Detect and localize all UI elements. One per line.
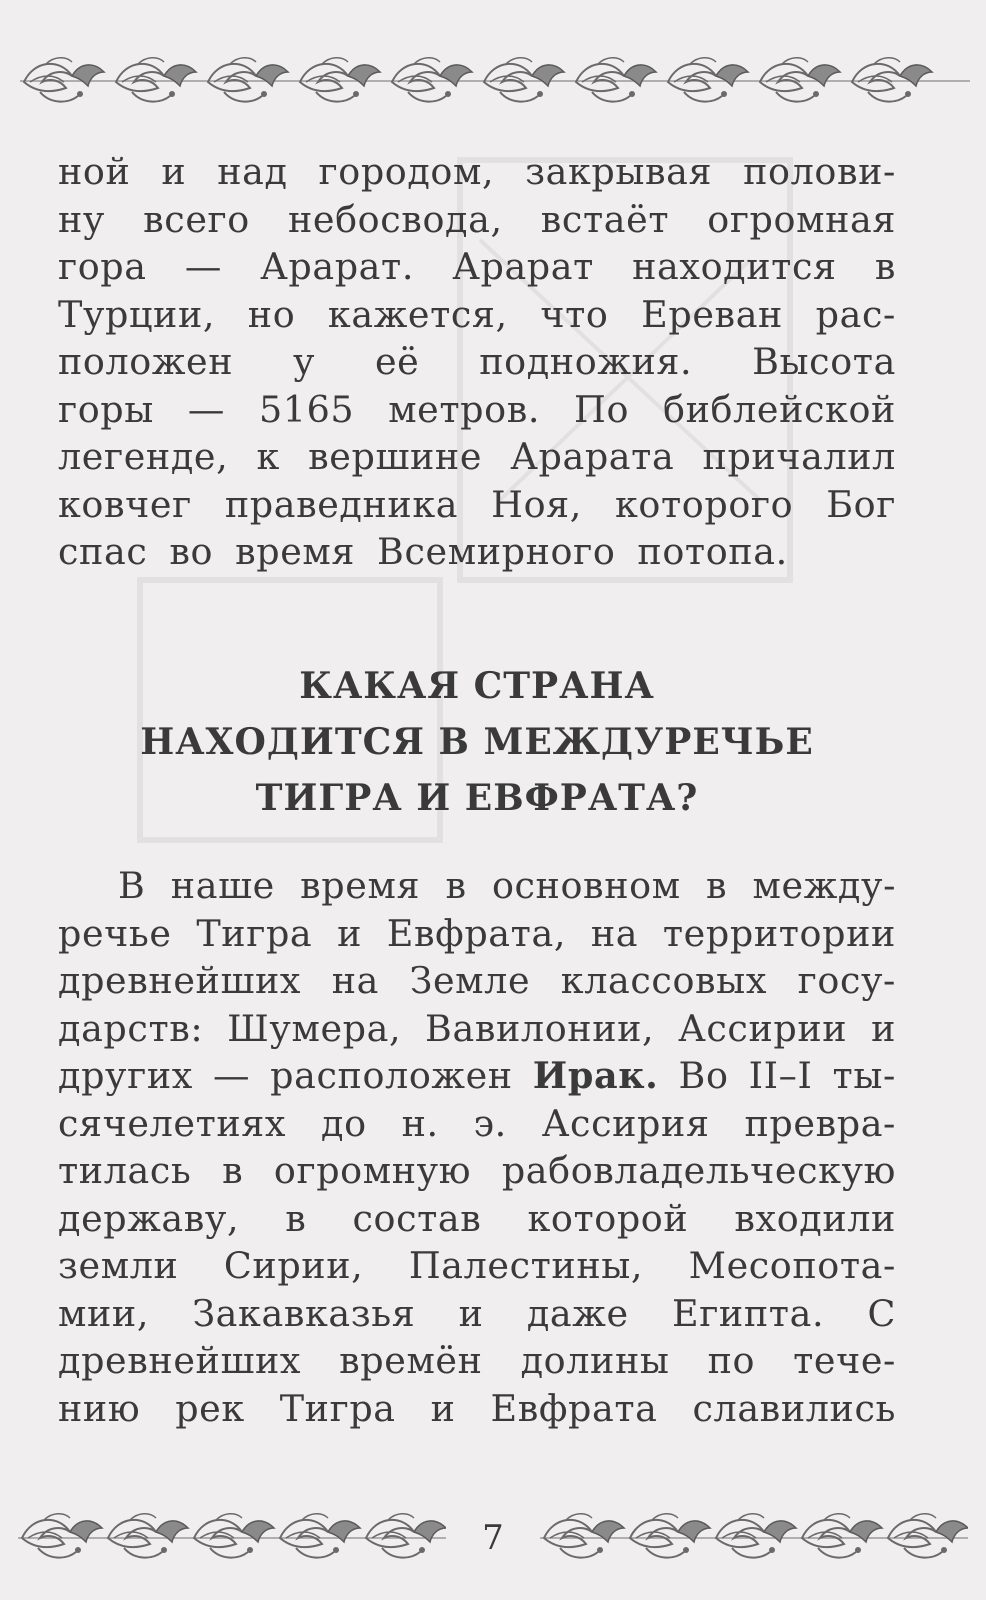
word: положен — [58, 340, 234, 383]
word: древнейших — [58, 1339, 302, 1382]
word: территории — [662, 911, 896, 955]
word: огромную — [273, 1149, 472, 1192]
word: ковчег — [58, 482, 192, 526]
text-line — [58, 957, 896, 1005]
word: в — [285, 1196, 307, 1240]
word: потопа. — [637, 530, 788, 573]
word: Ассирия — [541, 1101, 710, 1145]
word: в — [222, 1149, 244, 1192]
word: тече- — [793, 1339, 896, 1382]
word: к — [256, 435, 280, 478]
word: древнейших — [58, 959, 302, 1002]
word: до — [321, 1101, 367, 1145]
text-line — [58, 291, 896, 339]
text-line — [58, 148, 896, 196]
word: основном — [491, 864, 681, 907]
word: но — [247, 292, 296, 336]
word: дарств: — [58, 1006, 204, 1050]
word: гора — [58, 245, 147, 288]
bold-country-name: Ирак. — [532, 1054, 659, 1097]
bottom-left-leaf-ornament-icon — [18, 1510, 446, 1566]
word: находится — [632, 245, 837, 288]
word: других — [58, 1054, 193, 1097]
word: Всемирного — [377, 530, 616, 573]
word: Турции, — [58, 292, 216, 336]
word: библейской — [663, 387, 896, 431]
word: Палестины, — [408, 1244, 644, 1287]
text-line — [58, 433, 896, 481]
word: причалил — [702, 435, 896, 478]
text-line — [58, 1337, 896, 1385]
word: Ассирии — [678, 1006, 848, 1050]
word: время — [300, 864, 421, 907]
word: и — [871, 1006, 896, 1050]
word: Земле — [409, 959, 531, 1002]
word: её — [374, 340, 420, 383]
word: горы — [58, 387, 154, 431]
word: Евфрата — [490, 1386, 658, 1430]
word: над — [217, 150, 288, 193]
paragraph-ararat — [58, 148, 896, 576]
text-line — [58, 386, 896, 434]
word: долины — [520, 1339, 670, 1382]
word: расположен — [270, 1054, 513, 1097]
text-line — [58, 862, 896, 910]
word: Сирии, — [223, 1244, 364, 1287]
word: Бог — [826, 482, 896, 526]
heading-line: КАКАЯ СТРАНА — [299, 665, 655, 707]
heading-line: ТИГРА И ЕВФРАТА? — [255, 777, 699, 819]
word: и — [161, 150, 187, 193]
text-line — [58, 1195, 896, 1243]
word: вершине — [308, 435, 483, 478]
word: огромная — [707, 197, 896, 241]
word: метров. — [388, 387, 541, 431]
word: 5165 — [258, 387, 355, 431]
text-line — [58, 1290, 896, 1338]
word: на — [590, 911, 639, 955]
word: Арарата — [510, 435, 675, 478]
word: Евфрата, — [386, 911, 567, 955]
word: времён — [339, 1339, 483, 1382]
word: С — [867, 1291, 896, 1335]
word: подножия. — [479, 340, 693, 383]
word: речье — [58, 911, 172, 955]
word: превра- — [744, 1101, 896, 1145]
word: состав — [352, 1196, 482, 1240]
word: встаёт — [540, 197, 670, 241]
word: мии, — [58, 1291, 150, 1335]
word: между- — [752, 864, 896, 907]
text-line — [58, 1147, 896, 1195]
word: Ереван — [641, 292, 783, 336]
word: закрывая — [525, 150, 713, 193]
text-line — [58, 196, 896, 244]
word: праведника — [224, 482, 459, 526]
word: ты- — [832, 1054, 896, 1097]
text-line — [58, 338, 896, 386]
word: даже — [526, 1291, 629, 1335]
word: По — [574, 387, 630, 431]
word: рабовладельческую — [501, 1149, 896, 1192]
paragraph-mesopotamia — [58, 862, 896, 1432]
word: что — [540, 292, 609, 336]
word: госу- — [797, 959, 896, 1002]
word: Арарат — [452, 245, 594, 288]
word: — — [184, 245, 222, 288]
text-line — [58, 1385, 896, 1433]
word: которого — [615, 482, 794, 526]
heading-line: НАХОДИТСЯ В МЕЖДУРЕЧЬЕ — [140, 721, 814, 763]
word: Закавказья — [192, 1291, 416, 1335]
word: городом, — [318, 150, 495, 193]
word: II–I — [748, 1054, 813, 1097]
top-leaf-ornament-icon — [20, 52, 970, 110]
word: в — [706, 864, 728, 907]
text-line — [58, 1100, 896, 1148]
section-heading — [58, 660, 896, 824]
word: всего — [143, 197, 250, 241]
word: на — [331, 959, 380, 1002]
word: в — [874, 245, 896, 288]
word: у — [293, 340, 316, 383]
text-line — [58, 1052, 896, 1100]
word: тилась — [58, 1149, 192, 1192]
word: спас — [58, 530, 148, 573]
word: и — [430, 1386, 456, 1430]
word: во — [169, 530, 214, 573]
word: время — [235, 530, 356, 573]
word: полови- — [743, 150, 896, 193]
word: которой — [527, 1196, 689, 1240]
word: небосвода, — [287, 197, 503, 241]
word: Во — [678, 1054, 729, 1097]
word: славились — [692, 1386, 896, 1430]
word: В — [118, 864, 146, 907]
word: н. — [401, 1101, 439, 1145]
word: Ноя, — [491, 482, 582, 526]
word: Шумера, — [227, 1006, 402, 1050]
word: Высота — [752, 340, 896, 383]
word: державу, — [58, 1196, 240, 1240]
text-line — [58, 528, 896, 576]
text-line — [58, 910, 896, 958]
word: Арарат. — [260, 245, 415, 288]
word: земли — [58, 1244, 179, 1287]
word: Вавилонии, — [425, 1006, 655, 1050]
word: ну — [58, 197, 106, 241]
word: и — [458, 1291, 484, 1335]
word: входили — [734, 1196, 896, 1240]
word: рек — [175, 1386, 245, 1430]
word: в — [445, 864, 467, 907]
word: Тигра — [196, 911, 313, 955]
bottom-right-leaf-ornament-icon — [540, 1510, 968, 1566]
word: наше — [170, 864, 275, 907]
word: легенде, — [58, 435, 229, 478]
text-line — [58, 1242, 896, 1290]
word: классовых — [560, 959, 768, 1002]
word: э. — [473, 1101, 507, 1145]
word: рас- — [815, 292, 896, 336]
word: Тигра — [279, 1386, 396, 1430]
word: кажется, — [327, 292, 508, 336]
text-line — [58, 243, 896, 291]
word: — — [213, 1054, 251, 1097]
word: нию — [58, 1386, 141, 1430]
text-line — [58, 1005, 896, 1053]
text-line — [58, 481, 896, 529]
word: Египта. — [671, 1291, 825, 1335]
word: ной — [58, 150, 131, 193]
word: по — [707, 1339, 756, 1382]
page-number: 7 — [482, 1518, 504, 1558]
word: — — [187, 387, 225, 431]
word: Месопота- — [688, 1244, 896, 1287]
word: сячелетиях — [58, 1101, 287, 1145]
word: и — [337, 911, 362, 955]
